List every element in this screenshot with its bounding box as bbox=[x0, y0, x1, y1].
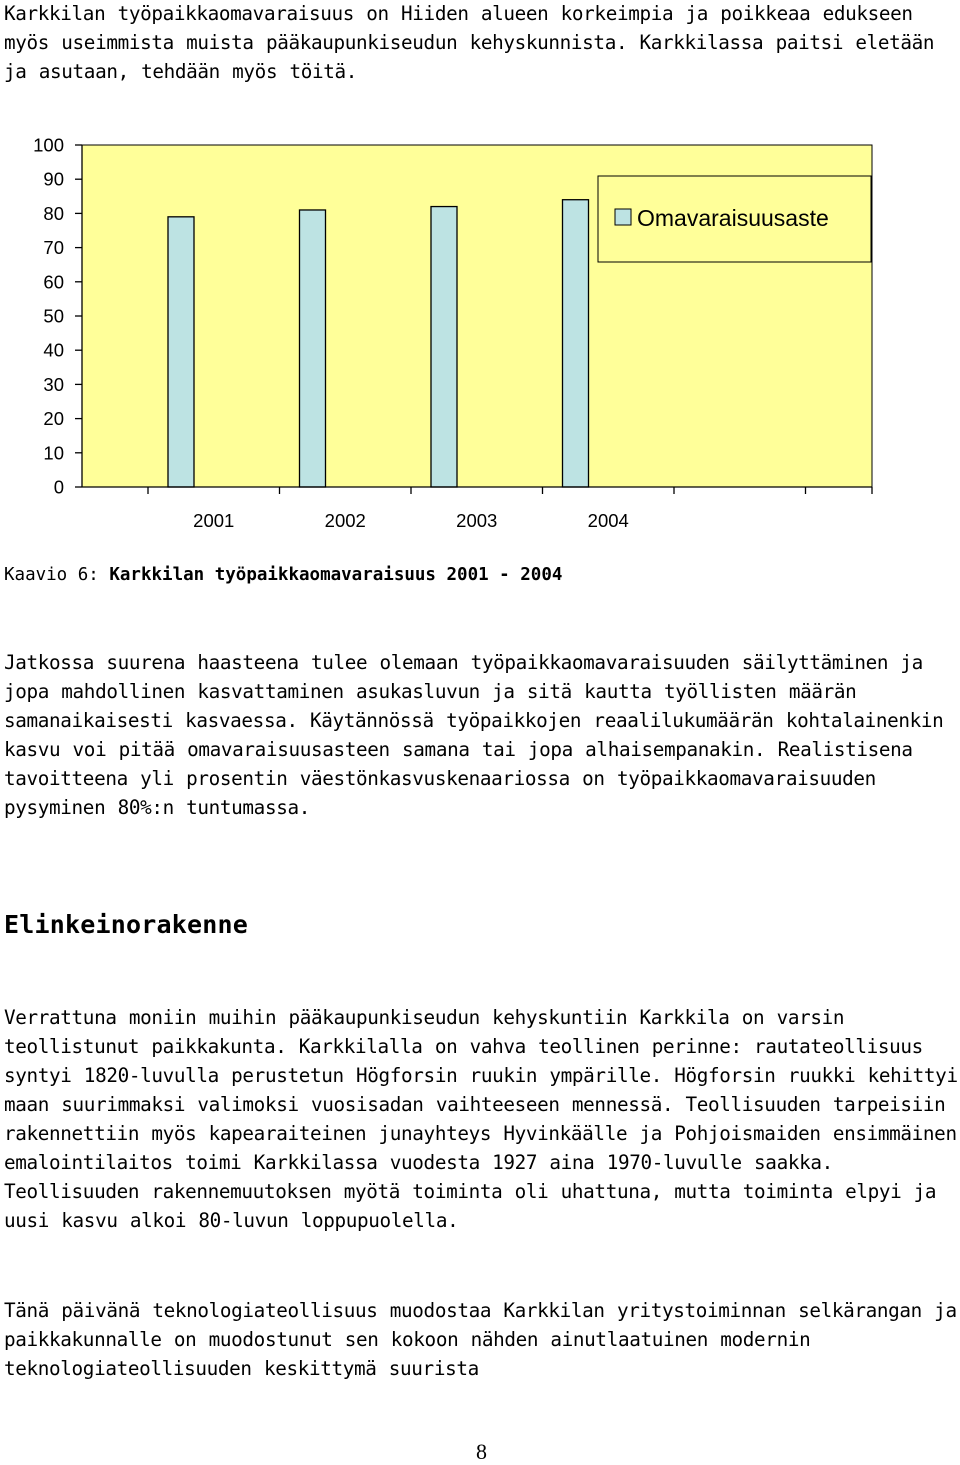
bar-2003 bbox=[431, 207, 457, 487]
figure-caption bbox=[4, 565, 562, 585]
intro-paragraph: Karkkilan työpaikkaomavaraisuus on Hiiden alueen korkeimpia ja poikkeaa edukseen myös useimmista muista pääkaupunkiseudun kehyskunnista. Karkkilassa paitsi eletään ja asutaan, tehdään myös töitä. bbox=[4, 2, 935, 83]
y-tick-label: 0 bbox=[53, 476, 64, 498]
x-tick-label: 2001 bbox=[193, 510, 235, 531]
x-tick-label: 2003 bbox=[456, 510, 498, 531]
y-axis-ticks bbox=[33, 135, 82, 498]
x-tick-label: 2002 bbox=[324, 510, 366, 531]
x-axis-ticks bbox=[148, 487, 872, 531]
y-tick-label: 90 bbox=[43, 168, 64, 190]
y-tick-label: 70 bbox=[43, 237, 64, 259]
legend-swatch bbox=[615, 209, 631, 225]
caption-prefix: Kaavio 6: bbox=[4, 565, 110, 585]
x-tick-label: 2004 bbox=[587, 510, 629, 531]
self-sufficiency-bar-chart bbox=[0, 125, 900, 545]
y-tick-label: 40 bbox=[43, 339, 64, 361]
bar-2001 bbox=[168, 217, 194, 487]
bar-2004 bbox=[563, 200, 589, 487]
y-tick-label: 10 bbox=[43, 442, 64, 464]
paragraph-industry-history: Verrattuna moniin muihin pääkaupunkiseudun kehyskuntiin Karkkila on varsin teollistunut paikkakunta. Karkkilalla on vahva teollinen perinne: rautateollisuus syntyi 1820-luvulla perustetun Högforsin ruukin ympärille. Högforsin ruukki kehittyi maan suurimmaksi valimoksi vuosisadan vaihteeseen mennessä. Teollisuuden tarpeisiin rakennettiin myös kapearaiteinen junayhteys Hyvinkäälle ja Pohjoismaiden ensimmäinen emalointilaitos toimi Karkkilassa vuodesta 1927 aina 1970-luvulle saakka. Teollisuuden rakennemuutoksen myötä toiminta oli uhattuna, mutta toiminta elpyi ja uusi kasvu alkoi 80-luvun loppupuolella. bbox=[4, 1006, 958, 1232]
y-tick-label: 50 bbox=[43, 305, 64, 327]
y-tick-label: 100 bbox=[33, 134, 64, 156]
y-tick-label: 20 bbox=[43, 408, 64, 430]
y-tick-label: 30 bbox=[43, 373, 64, 395]
y-tick-label: 80 bbox=[43, 202, 64, 224]
y-tick-label: 60 bbox=[43, 271, 64, 293]
section-heading: Elinkeinorakenne bbox=[4, 910, 249, 939]
paragraph-outlook: Jatkossa suurena haasteena tulee olemaan työpaikkaomavaraisuuden säilyttäminen ja jopa mahdollinen kasvattaminen asukasluvun ja sitä kautta työllisten määrän samanaikaisesti kasvaessa. Käytännössä työpaikkojen reaalilukumäärän kohtalainenkin kasvu voi pitää omavaraisuusasteen samana tai jopa alhaisempanakin. Realistisena tavoitteena yli prosentin väestönkasvuskenaariossa on työpaikkaomavaraisuuden pysyminen 80%:n tuntumassa. bbox=[4, 651, 944, 819]
bar-2002 bbox=[300, 210, 326, 487]
page-number: 8 bbox=[476, 1439, 487, 1464]
chart-legend bbox=[598, 176, 871, 262]
legend-label: Omavaraisuusaste bbox=[637, 205, 829, 231]
paragraph-technology-industry: Tänä päivänä teknologiateollisuus muodostaa Karkkilan yritystoiminnan selkärangan ja paikkakunnalle on muodostunut sen kokoon nähden ainutlaatuinen modernin teknologiateollisuuden keskittymä suurista bbox=[4, 1299, 957, 1380]
caption-title: Karkkilan työpaikkaomavaraisuus 2001 - 2004 bbox=[109, 565, 563, 585]
